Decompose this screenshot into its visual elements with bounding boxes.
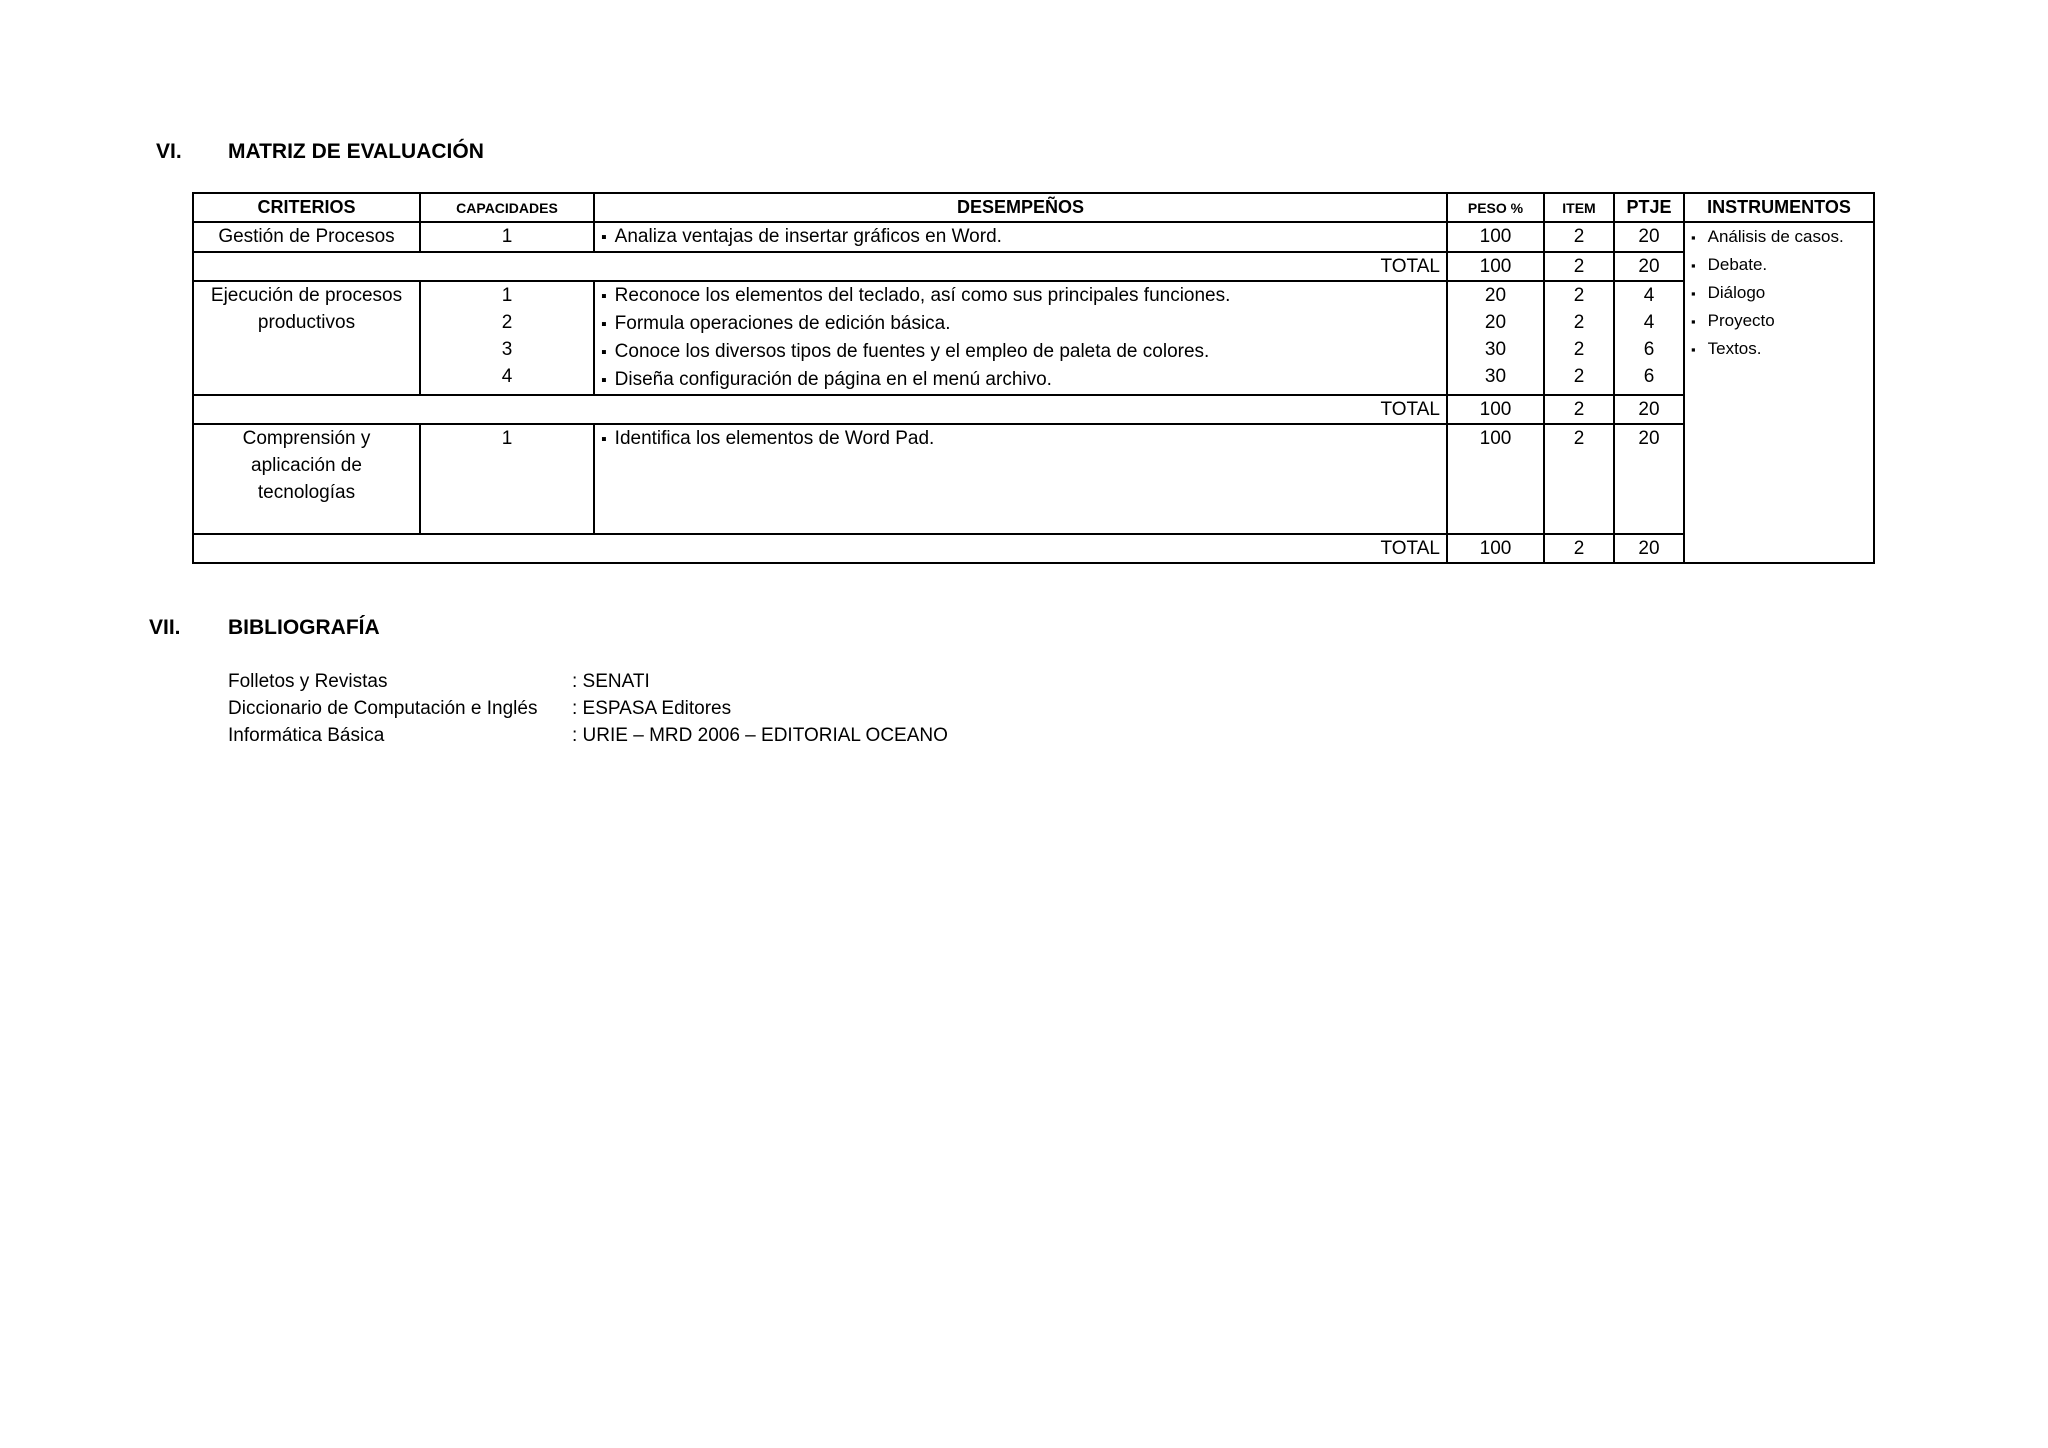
- peso-value: 20: [1484, 285, 1507, 306]
- total-label: TOTAL: [193, 252, 1447, 281]
- evaluation-matrix-table: [192, 192, 1875, 564]
- item-value: 2: [1573, 312, 1585, 333]
- desempeno-cell: [594, 222, 1447, 252]
- criterio-line: aplicación de: [251, 455, 362, 476]
- header-ptje: PTJE: [1614, 193, 1684, 222]
- header-capacidades: CAPACIDADES: [420, 193, 594, 222]
- total-item: 2: [1544, 252, 1614, 281]
- total-peso: 100: [1447, 252, 1544, 281]
- capacidad-value: 3: [501, 339, 513, 360]
- criterio-cell: [193, 424, 420, 534]
- total-label: TOTAL: [193, 534, 1447, 563]
- bibliography-title: Informática Básica: [228, 725, 385, 746]
- header-instrumentos: INSTRUMENTOS: [1684, 193, 1874, 222]
- peso-value: 20: [1484, 312, 1507, 333]
- header-criterios: CRITERIOS: [193, 193, 420, 222]
- ptje-value: 6: [1643, 366, 1655, 387]
- ptje-value: 6: [1643, 339, 1655, 360]
- table-header-row: [193, 193, 1874, 222]
- desempeno-text: Conoce los diversos tipos de fuentes y el empleo de paleta de colores.: [614, 341, 1210, 362]
- item-value: 2: [1573, 366, 1585, 387]
- item-cell: 2: [1544, 424, 1614, 534]
- capacidad-cell: 1: [420, 424, 594, 534]
- peso-value: 30: [1484, 366, 1507, 387]
- total-peso: 100: [1447, 395, 1544, 424]
- capacidad-value: 2: [501, 312, 513, 333]
- desempeno-cell: [594, 281, 1447, 395]
- table-row: [193, 424, 1874, 534]
- bibliography-list: [228, 668, 948, 749]
- section-number: VII.: [149, 616, 181, 639]
- bibliography-source: : SENATI: [572, 671, 650, 692]
- section-title: BIBLIOGRAFÍA: [228, 616, 380, 639]
- desempeno-text: Formula operaciones de edición básica.: [614, 313, 951, 334]
- bibliography-title: Diccionario de Computación e Inglés: [228, 698, 538, 719]
- total-row: [193, 534, 1874, 563]
- ptje-value: 4: [1643, 285, 1655, 306]
- instrumentos-cell: [1684, 222, 1874, 563]
- total-peso: 100: [1447, 534, 1544, 563]
- desempeno-text: Analiza ventajas de insertar gráficos en Word.: [614, 226, 1002, 247]
- header-peso: PESO %: [1447, 193, 1544, 222]
- item-value: 2: [1573, 285, 1585, 306]
- instrumento-item: ▪ Diálogo: [1691, 279, 1867, 307]
- section-number: VI.: [156, 140, 182, 163]
- desempeno-text: Reconoce los elementos del teclado, así como sus principales funciones.: [614, 285, 1231, 306]
- peso-cell: 100: [1447, 222, 1544, 252]
- table-row: [193, 281, 1874, 395]
- peso-cell: 100: [1447, 424, 1544, 534]
- total-ptje: 20: [1614, 534, 1684, 563]
- total-ptje: 20: [1614, 252, 1684, 281]
- ptje-cell: [1614, 281, 1684, 395]
- header-item: ITEM: [1544, 193, 1614, 222]
- list-item: [228, 695, 948, 722]
- bullet-icon: [601, 369, 615, 390]
- capacidad-cell: [420, 281, 594, 395]
- capacidad-value: 4: [501, 366, 513, 387]
- item-cell: [1544, 281, 1614, 395]
- desempeno-text: Diseña configuración de página en el menú archivo.: [614, 369, 1052, 390]
- instrumento-item: ▪ Debate.: [1691, 251, 1867, 279]
- criterio-line: productivos: [257, 312, 356, 333]
- ptje-value: 4: [1643, 312, 1655, 333]
- item-value: 2: [1573, 339, 1585, 360]
- bibliography-source: : ESPASA Editores: [572, 698, 732, 719]
- table-row: [193, 222, 1874, 252]
- total-ptje: 20: [1614, 395, 1684, 424]
- ptje-cell: 20: [1614, 424, 1684, 534]
- desempeno-text: Identifica los elementos de Word Pad.: [614, 428, 935, 449]
- bullet-icon: [601, 313, 615, 334]
- criterio-cell: [193, 281, 420, 395]
- bibliography-title: Folletos y Revistas: [228, 671, 388, 692]
- capacidad-value: 1: [501, 285, 513, 306]
- item-cell: 2: [1544, 222, 1614, 252]
- desempeno-cell: [594, 424, 1447, 534]
- criterio-line: Comprensión y: [242, 428, 371, 449]
- list-item: [228, 668, 948, 695]
- criterio-line: tecnologías: [257, 482, 356, 503]
- bullet-icon: [601, 226, 615, 247]
- instrumento-item: ▪ Análisis de casos.: [1691, 223, 1867, 251]
- peso-cell: [1447, 281, 1544, 395]
- ptje-cell: 20: [1614, 222, 1684, 252]
- header-desempenos: DESEMPEÑOS: [594, 193, 1447, 222]
- bullet-icon: [601, 428, 615, 449]
- list-item: [228, 722, 948, 749]
- total-label: TOTAL: [193, 395, 1447, 424]
- instrumento-item: ▪ Proyecto: [1691, 307, 1867, 335]
- bullet-icon: [601, 285, 615, 306]
- total-item: 2: [1544, 534, 1614, 563]
- bullet-icon: [601, 341, 615, 362]
- instrumento-item: ▪ Textos.: [1691, 335, 1867, 363]
- peso-value: 30: [1484, 339, 1507, 360]
- criterio-line: Ejecución de procesos: [210, 285, 403, 306]
- total-item: 2: [1544, 395, 1614, 424]
- bibliography-source: : URIE – MRD 2006 – EDITORIAL OCEANO: [572, 725, 948, 746]
- criterio-cell: Gestión de Procesos: [193, 222, 420, 252]
- total-row: [193, 395, 1874, 424]
- capacidad-cell: 1: [420, 222, 594, 252]
- total-row: [193, 252, 1874, 281]
- section-title: MATRIZ DE EVALUACIÓN: [228, 140, 484, 163]
